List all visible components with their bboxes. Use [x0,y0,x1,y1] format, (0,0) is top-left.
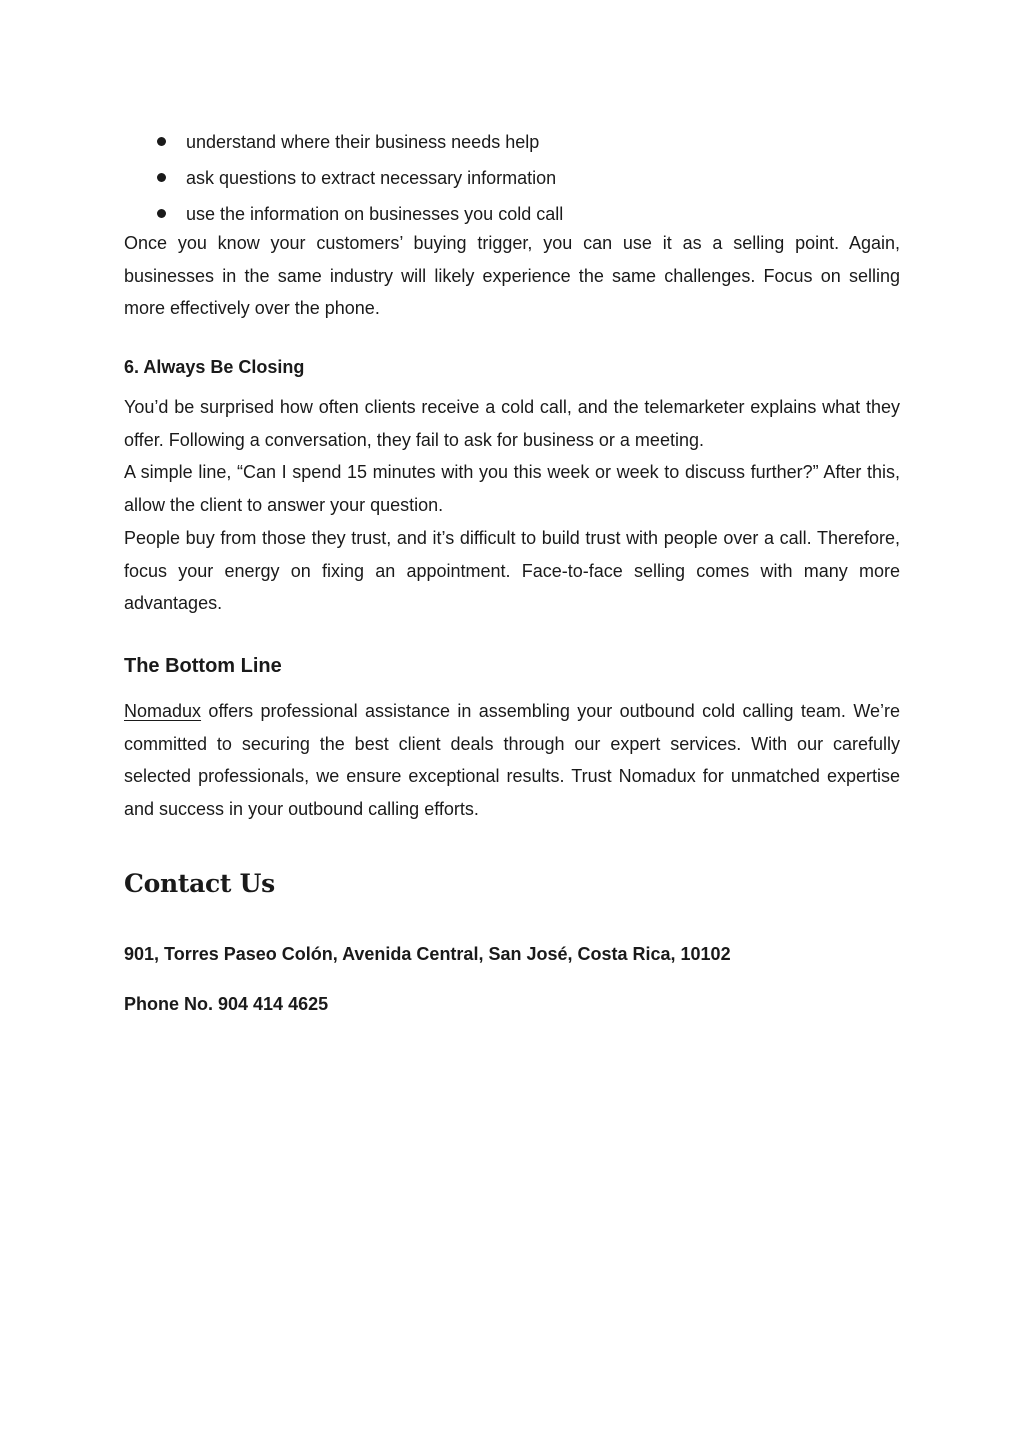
contact-heading: Contact Us [124,869,275,898]
contact-address: 901, Torres Paseo Colón, Avenida Central, San José, Costa Rica, 10102 [124,944,731,964]
bottom-line-text: offers professional assistance in assembling your outbound cold calling team. We’re committed to securing the best client deals through our expert services. With our carefully selected professionals, we ensure exceptional results. Trust Nomadux for unmatched expertise and success in your outbound calling efforts. [124,701,900,819]
list-item [124,124,900,160]
bullet-text: use the information on businesses you cold call [186,204,564,224]
bullet-text: understand where their business needs help [186,132,540,152]
paragraph-trust: People buy from those they trust, and it’s difficult to build trust with people over a call. Therefore, focus your energy on fixing an appointment. Face-to-face selling comes with many more advantages. [124,528,900,614]
nomadux-link[interactable]: Nomadux [124,701,202,721]
list-item [124,160,900,196]
paragraph-bottom-line [124,695,900,825]
paragraph-surprised: You’d be surprised how often clients receive a cold call, and the telemarketer explains what they offer. Following a conversation, they fail to ask for business or a meeting. [124,397,900,450]
section-heading-always-be-closing: 6. Always Be Closing [124,357,305,377]
contact-phone: Phone No. 904 414 4625 [124,994,329,1014]
bullet-icon [157,137,166,146]
bullet-icon [157,209,166,218]
bullet-list [124,124,900,232]
paragraph-buying-trigger: Once you know your customers’ buying trigger, you can use it as a selling point. Again, businesses in the same industry will likely experience the same challenges. Focus on selling more effectively over the phone. [124,233,900,319]
paragraph-simple-line: A simple line, “Can I spend 15 minutes with you this week or week to discuss further?” After this, allow the client to answer your question. [124,462,900,515]
bullet-text: ask questions to extract necessary information [186,168,557,188]
section-heading-bottom-line: The Bottom Line [124,655,282,677]
bullet-icon [157,173,166,182]
